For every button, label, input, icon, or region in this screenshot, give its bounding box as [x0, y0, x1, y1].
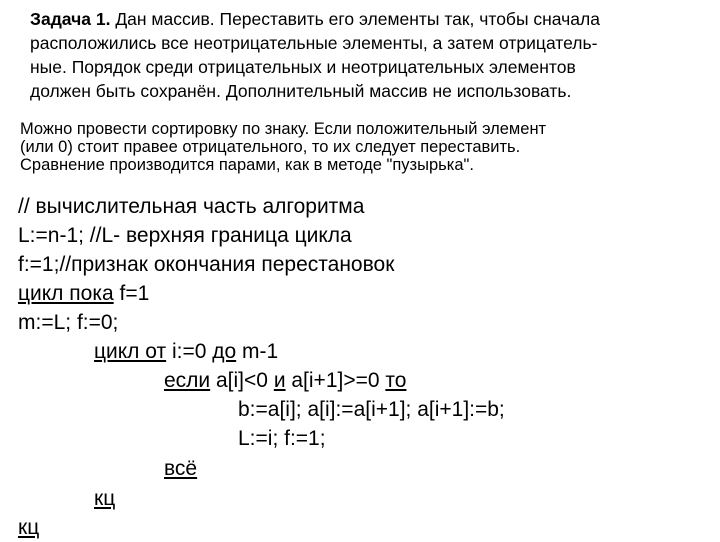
for-start: i:=0 [166, 340, 213, 363]
keyword-to: до [212, 340, 237, 363]
code-line-endif: всё [164, 457, 198, 480]
keyword-then: то [385, 369, 407, 392]
note-line-2: (или 0) стоит правее отрицательного, то их следует переставить. [20, 138, 521, 156]
code-line-update: L:=i; f:=1; [238, 427, 326, 450]
task-line-1 [30, 7, 700, 31]
keyword-while: цикл пока [18, 282, 114, 305]
code-line-while [18, 279, 149, 308]
keyword-if: если [164, 369, 211, 392]
task-line-2: расположились все неотрицательные элементы, а затем отрицатель- [30, 33, 598, 53]
code-line-comment: // вычислительная часть алгоритма [18, 195, 365, 218]
task-heading: Задача 1. [30, 9, 111, 29]
if-condition-2: a[i+1]>=0 [285, 369, 386, 392]
task-line-3: ные. Порядок среди отрицательных и неотрицательных элементов [30, 57, 576, 77]
method-note [20, 120, 710, 174]
note-line-3: Сравнение производится парами, как в методе "пузырька". [20, 156, 474, 174]
code-line-for [94, 337, 278, 366]
while-condition: f=1 [113, 282, 150, 305]
code-line-endwhile: кц [18, 516, 40, 539]
for-end: m-1 [236, 340, 279, 363]
code-line-if [164, 366, 406, 395]
if-condition-1: a[i]<0 [210, 369, 274, 392]
task-line-1-text: Дан массив. Переставить его элементы так, чтобы сначала [110, 9, 600, 29]
task-statement [30, 7, 700, 103]
code-line-swap: b:=a[i]; a[i]:=a[i+1]; a[i+1]:=b; [238, 398, 505, 421]
code-line-assign: m:=L; f:=0; [18, 311, 119, 334]
keyword-for: цикл от [94, 340, 167, 363]
task-line-4: должен быть сохранён. Дополнительный массив не использовать. [30, 81, 572, 101]
code-line-upper-bound: L:=n-1; //L- верхняя граница цикла [18, 224, 352, 247]
code-line-flag-init: f:=1;//признак окончания перестановок [18, 253, 395, 276]
note-line-1: Можно провести сортировку по знаку. Если положительный элемент [20, 120, 547, 138]
code-line-endfor: кц [94, 487, 116, 510]
keyword-and: и [273, 369, 286, 392]
